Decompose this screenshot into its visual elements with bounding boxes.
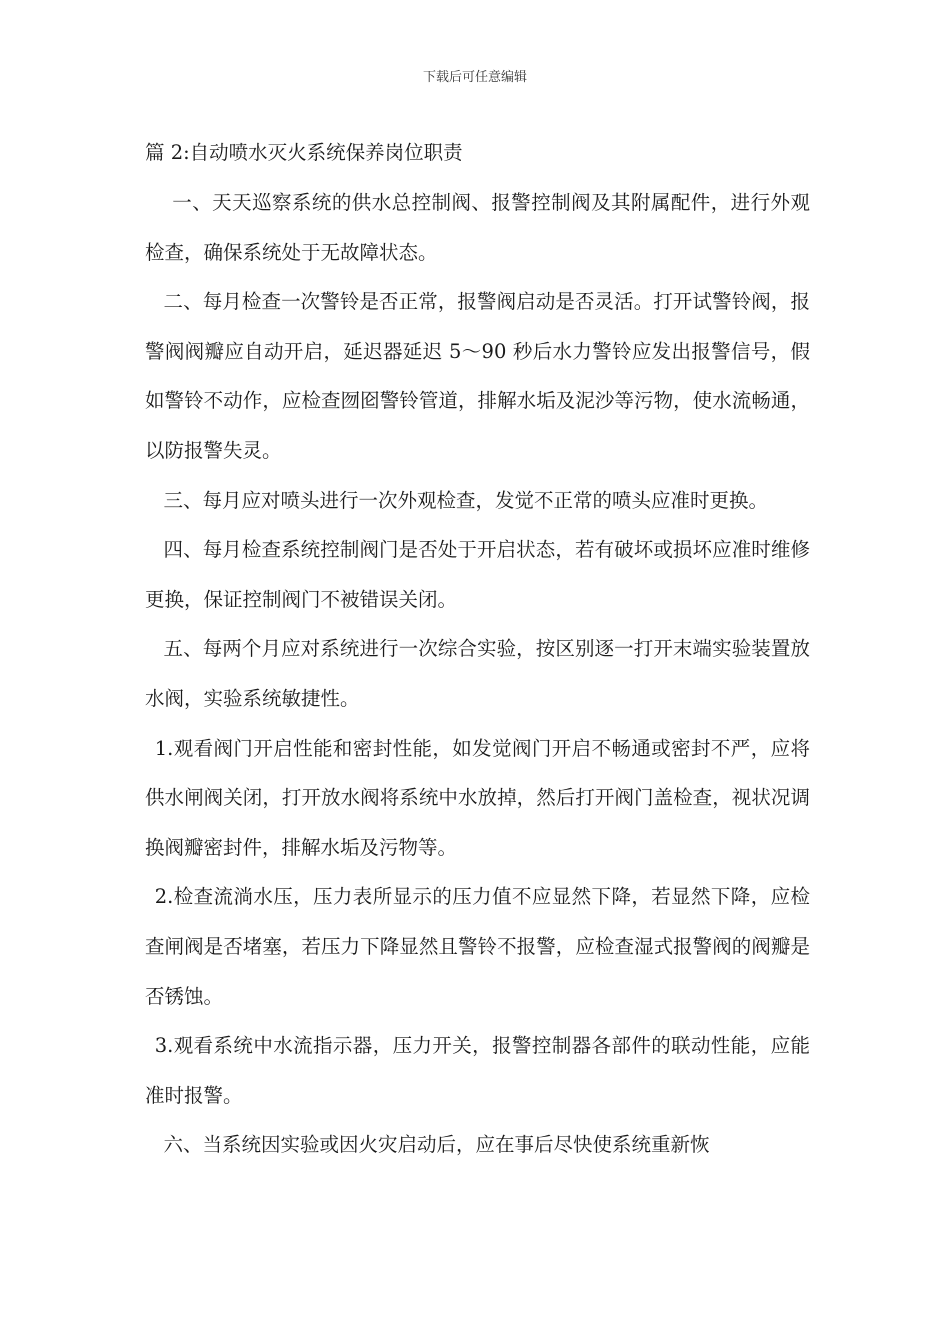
paragraph-1: 一、天天巡察系统的供水总控制阀、报警控制阀及其附属配件，进行外观检查，确保系统处于无故障状态。 [145, 191, 810, 264]
page-header: 下载后可任意编辑 [422, 70, 527, 85]
paragraph-5: 五、每两个月应对系统进行一次综合实验，按区别逐一打开末端实验装置放水阀，实验系统敏捷性。 [145, 637, 810, 710]
paragraph-9: 六、当系统因实验或因火灾启动后，应在事后尽快使系统重新恢 [163, 1133, 710, 1157]
paragraph-6: 1.观看阀门开启性能和密封性能，如发觉阀门开启不畅通或密封不严，应将供水闸阀关闭，打开放水阀将系统中水放掉，然后打开阀门盖检查，视状况调换阀瓣密封件，排解水垢及污物等。 [145, 736, 810, 859]
paragraph-4: 四、每月检查系统控制阀门是否处于开启状态，若有破坏或损坏应准时维修更换，保证控制阀门不被错误关闭。 [145, 538, 810, 611]
paragraph-7: 2.检查流淌水压，压力表所显示的压力值不应显然下降，若显然下降，应检查闸阀是否堵塞，若压力下降显然且警铃不报警，应检查湿式报警阀的阀瓣是否锈蚀。 [145, 885, 810, 1008]
paragraph-8: 3.观看系统中水流指示器，压力开关，报警控制器各部件的联动性能，应能准时报警。 [145, 1034, 810, 1107]
document-title: 篇 2:自动喷水灭火系统保养岗位职责 [145, 141, 463, 164]
paragraph-2: 二、每月检查一次警铃是否正常，报警阀启动是否灵活。打开试警铃阀，报警阀阀瓣应自动开启，延迟器延迟 5～90 秒后水力警铃应发出报警信号，假如警铃不动作，应检查囫囵警铃管道，排解水垢及泥沙等污物，使水流畅通，以防报警失灵。 [145, 290, 810, 462]
document-body [145, 128, 810, 1170]
paragraph-3: 三、每月应对喷头进行一次外观检查，发觉不正常的喷头应准时更换。 [163, 488, 769, 512]
